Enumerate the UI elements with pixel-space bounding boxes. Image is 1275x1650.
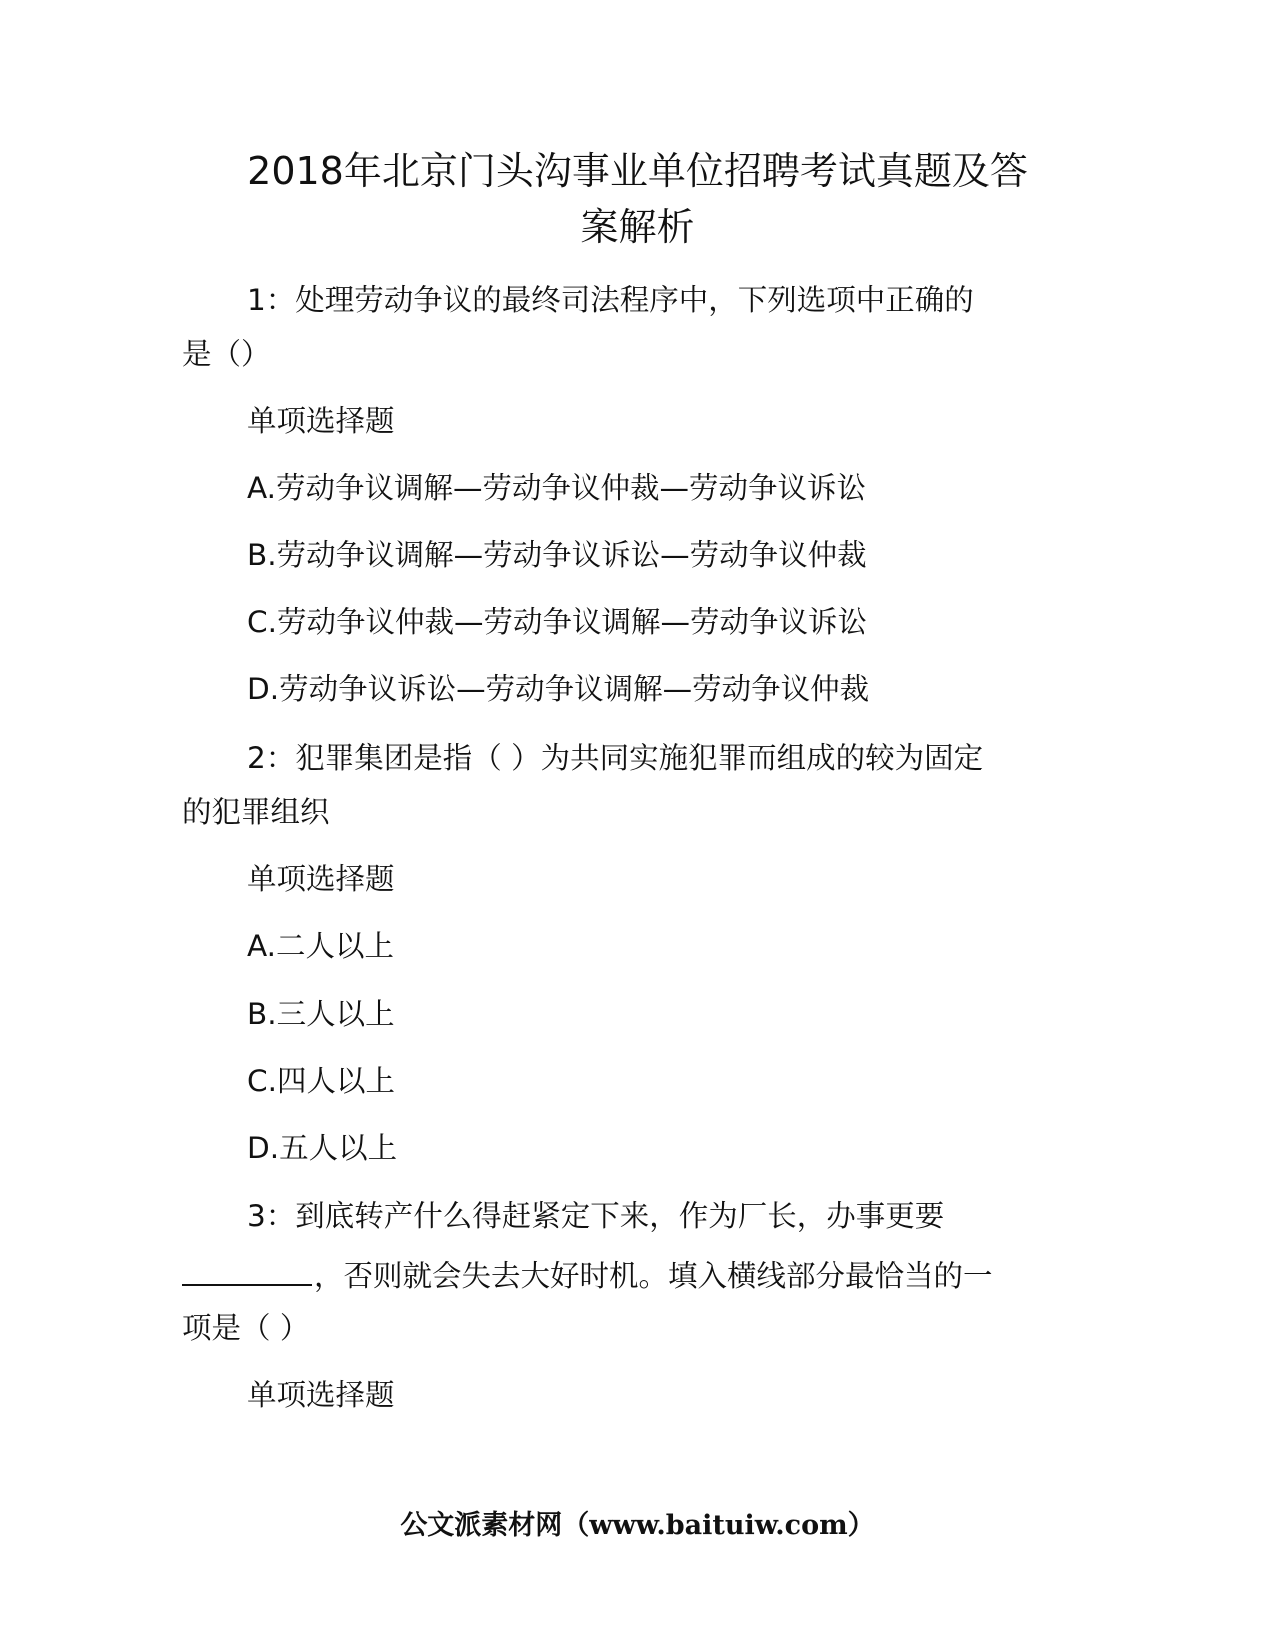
question-2-option-b: B.三人以上 bbox=[247, 997, 395, 1031]
question-1-type: 单项选择题 bbox=[247, 404, 395, 438]
question-3-stem-line-2-text: ，否则就会失去大好时机。填入横线部分最恰当的一 bbox=[314, 1259, 993, 1293]
question-1-option-a: A.劳动争议调解—劳动争议仲裁—劳动争议诉讼 bbox=[247, 471, 867, 505]
footer-source: 公文派素材网（www.baituiw.com） bbox=[400, 1510, 875, 1541]
title-line-2: 案解析 bbox=[580, 205, 695, 249]
question-1-stem-line-1: 1：处理劳动争议的最终司法程序中，下列选项中正确的 bbox=[247, 283, 974, 317]
question-2-option-c: C.四人以上 bbox=[247, 1064, 395, 1098]
question-2-option-a: A.二人以上 bbox=[247, 929, 395, 963]
question-2-option-d: D.五人以上 bbox=[247, 1131, 398, 1165]
title-line-1: 2018年北京门头沟事业单位招聘考试真题及答 bbox=[247, 149, 1028, 193]
document-title bbox=[0, 143, 1275, 255]
question-2-stem-line-2: 的犯罪组织 bbox=[182, 795, 330, 829]
question-2-type: 单项选择题 bbox=[247, 862, 395, 896]
question-1-stem-line-2: 是（） bbox=[182, 337, 271, 371]
question-2-stem-line-1: 2：犯罪集团是指（ ）为共同实施犯罪而组成的较为固定 bbox=[247, 741, 984, 775]
question-3-stem-line-1: 3：到底转产什么得赶紧定下来，作为厂长，办事更要 bbox=[247, 1199, 945, 1233]
question-3-type: 单项选择题 bbox=[247, 1378, 395, 1412]
question-3-stem-line-2 bbox=[182, 1254, 993, 1296]
fill-in-blank bbox=[182, 1254, 312, 1286]
question-1-option-b: B.劳动争议调解—劳动争议诉讼—劳动争议仲裁 bbox=[247, 538, 867, 572]
question-1-option-c: C.劳动争议仲裁—劳动争议调解—劳动争议诉讼 bbox=[247, 605, 867, 639]
question-3-stem-line-3: 项是（ ） bbox=[182, 1311, 310, 1345]
question-1-option-d: D.劳动争议诉讼—劳动争议调解—劳动争议仲裁 bbox=[247, 672, 870, 706]
